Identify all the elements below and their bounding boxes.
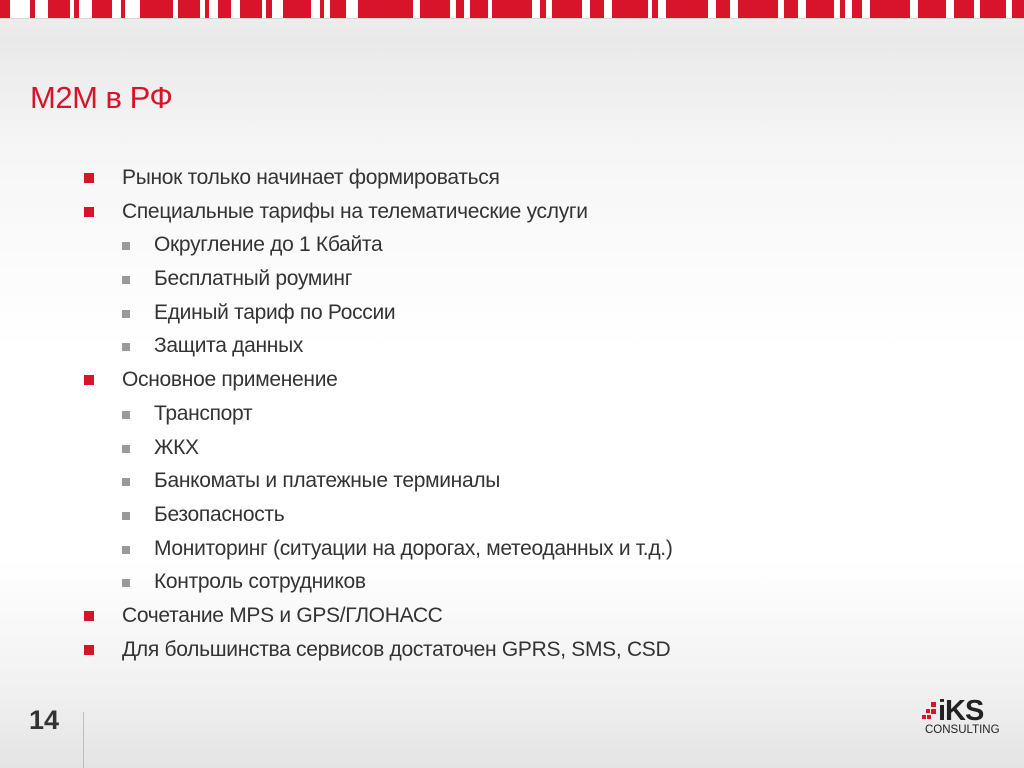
bullet-item xyxy=(0,363,1000,397)
red-square-bullet-icon xyxy=(84,173,94,183)
logo-wordmark: iKS xyxy=(938,695,984,727)
bullet-text: Рынок только начинает формироваться xyxy=(122,166,500,189)
grey-square-bullet-icon xyxy=(122,512,130,520)
page-number: 14 xyxy=(29,705,60,735)
slide-title: M2M в РФ xyxy=(30,80,173,115)
grey-square-bullet-icon xyxy=(122,579,130,587)
bullet-text: Округление до 1 Кбайта xyxy=(154,233,383,257)
bullet-text: Единый тариф по России xyxy=(154,300,396,324)
sub-bullet-item xyxy=(0,498,1000,532)
sub-bullet-item xyxy=(0,532,1000,566)
bullet-text: Контроль сотрудников xyxy=(154,570,366,594)
red-square-bullet-icon xyxy=(84,645,94,655)
bullet-item xyxy=(0,195,1000,229)
grey-square-bullet-icon xyxy=(122,478,130,486)
sub-bullet-item xyxy=(0,464,1000,498)
grey-square-bullet-icon xyxy=(122,546,130,554)
sub-bullet-item xyxy=(0,329,1000,363)
grey-square-bullet-icon xyxy=(122,276,130,284)
decorative-header-band xyxy=(0,0,1024,19)
red-square-bullet-icon xyxy=(84,207,94,217)
grey-square-bullet-icon xyxy=(122,242,130,250)
bullet-text: Основное применение xyxy=(122,368,338,392)
footer-divider xyxy=(83,712,84,768)
bullet-item xyxy=(0,161,1000,195)
sub-bullet-item xyxy=(0,565,1000,599)
red-square-bullet-icon xyxy=(84,375,94,385)
grey-square-bullet-icon xyxy=(122,343,130,351)
bullet-text: Безопасность xyxy=(154,502,285,526)
bullet-text: Банкоматы и платежные терминалы xyxy=(154,469,501,493)
bullet-list xyxy=(0,161,1000,666)
sub-bullet-item xyxy=(0,296,1000,330)
bullet-text: Сочетание MPS и GPS/ГЛОНАСС xyxy=(122,603,443,627)
bullet-text: Бесплатный роуминг xyxy=(154,267,353,291)
logo-mark-icon xyxy=(922,702,938,724)
bullet-text: Транспорт xyxy=(154,401,253,425)
bullet-item xyxy=(0,633,1000,667)
header-stripes xyxy=(0,0,1024,18)
grey-square-bullet-icon xyxy=(122,310,130,318)
sub-bullet-item xyxy=(0,397,1000,431)
logo-subtitle: CONSULTING xyxy=(925,724,1000,736)
bullet-text: Специальные тарифы на телематические услуги xyxy=(122,199,588,223)
bullet-item xyxy=(0,599,1000,633)
red-square-bullet-icon xyxy=(84,611,94,621)
sub-bullet-item xyxy=(0,228,1000,262)
sub-bullet-item xyxy=(0,262,1000,296)
sub-bullet-item xyxy=(0,431,1000,465)
grey-square-bullet-icon xyxy=(122,445,130,453)
bullet-text: ЖКХ xyxy=(154,435,199,459)
bullet-text: Мониторинг (ситуации на дорогах, метеоданных и т.д.) xyxy=(154,536,673,560)
bullet-text: Защита данных xyxy=(154,334,304,358)
bullet-text: Для большинства сервисов достаточен GPRS, SMS, CSD xyxy=(122,637,671,661)
iks-consulting-logo xyxy=(922,696,998,740)
grey-square-bullet-icon xyxy=(122,411,130,419)
